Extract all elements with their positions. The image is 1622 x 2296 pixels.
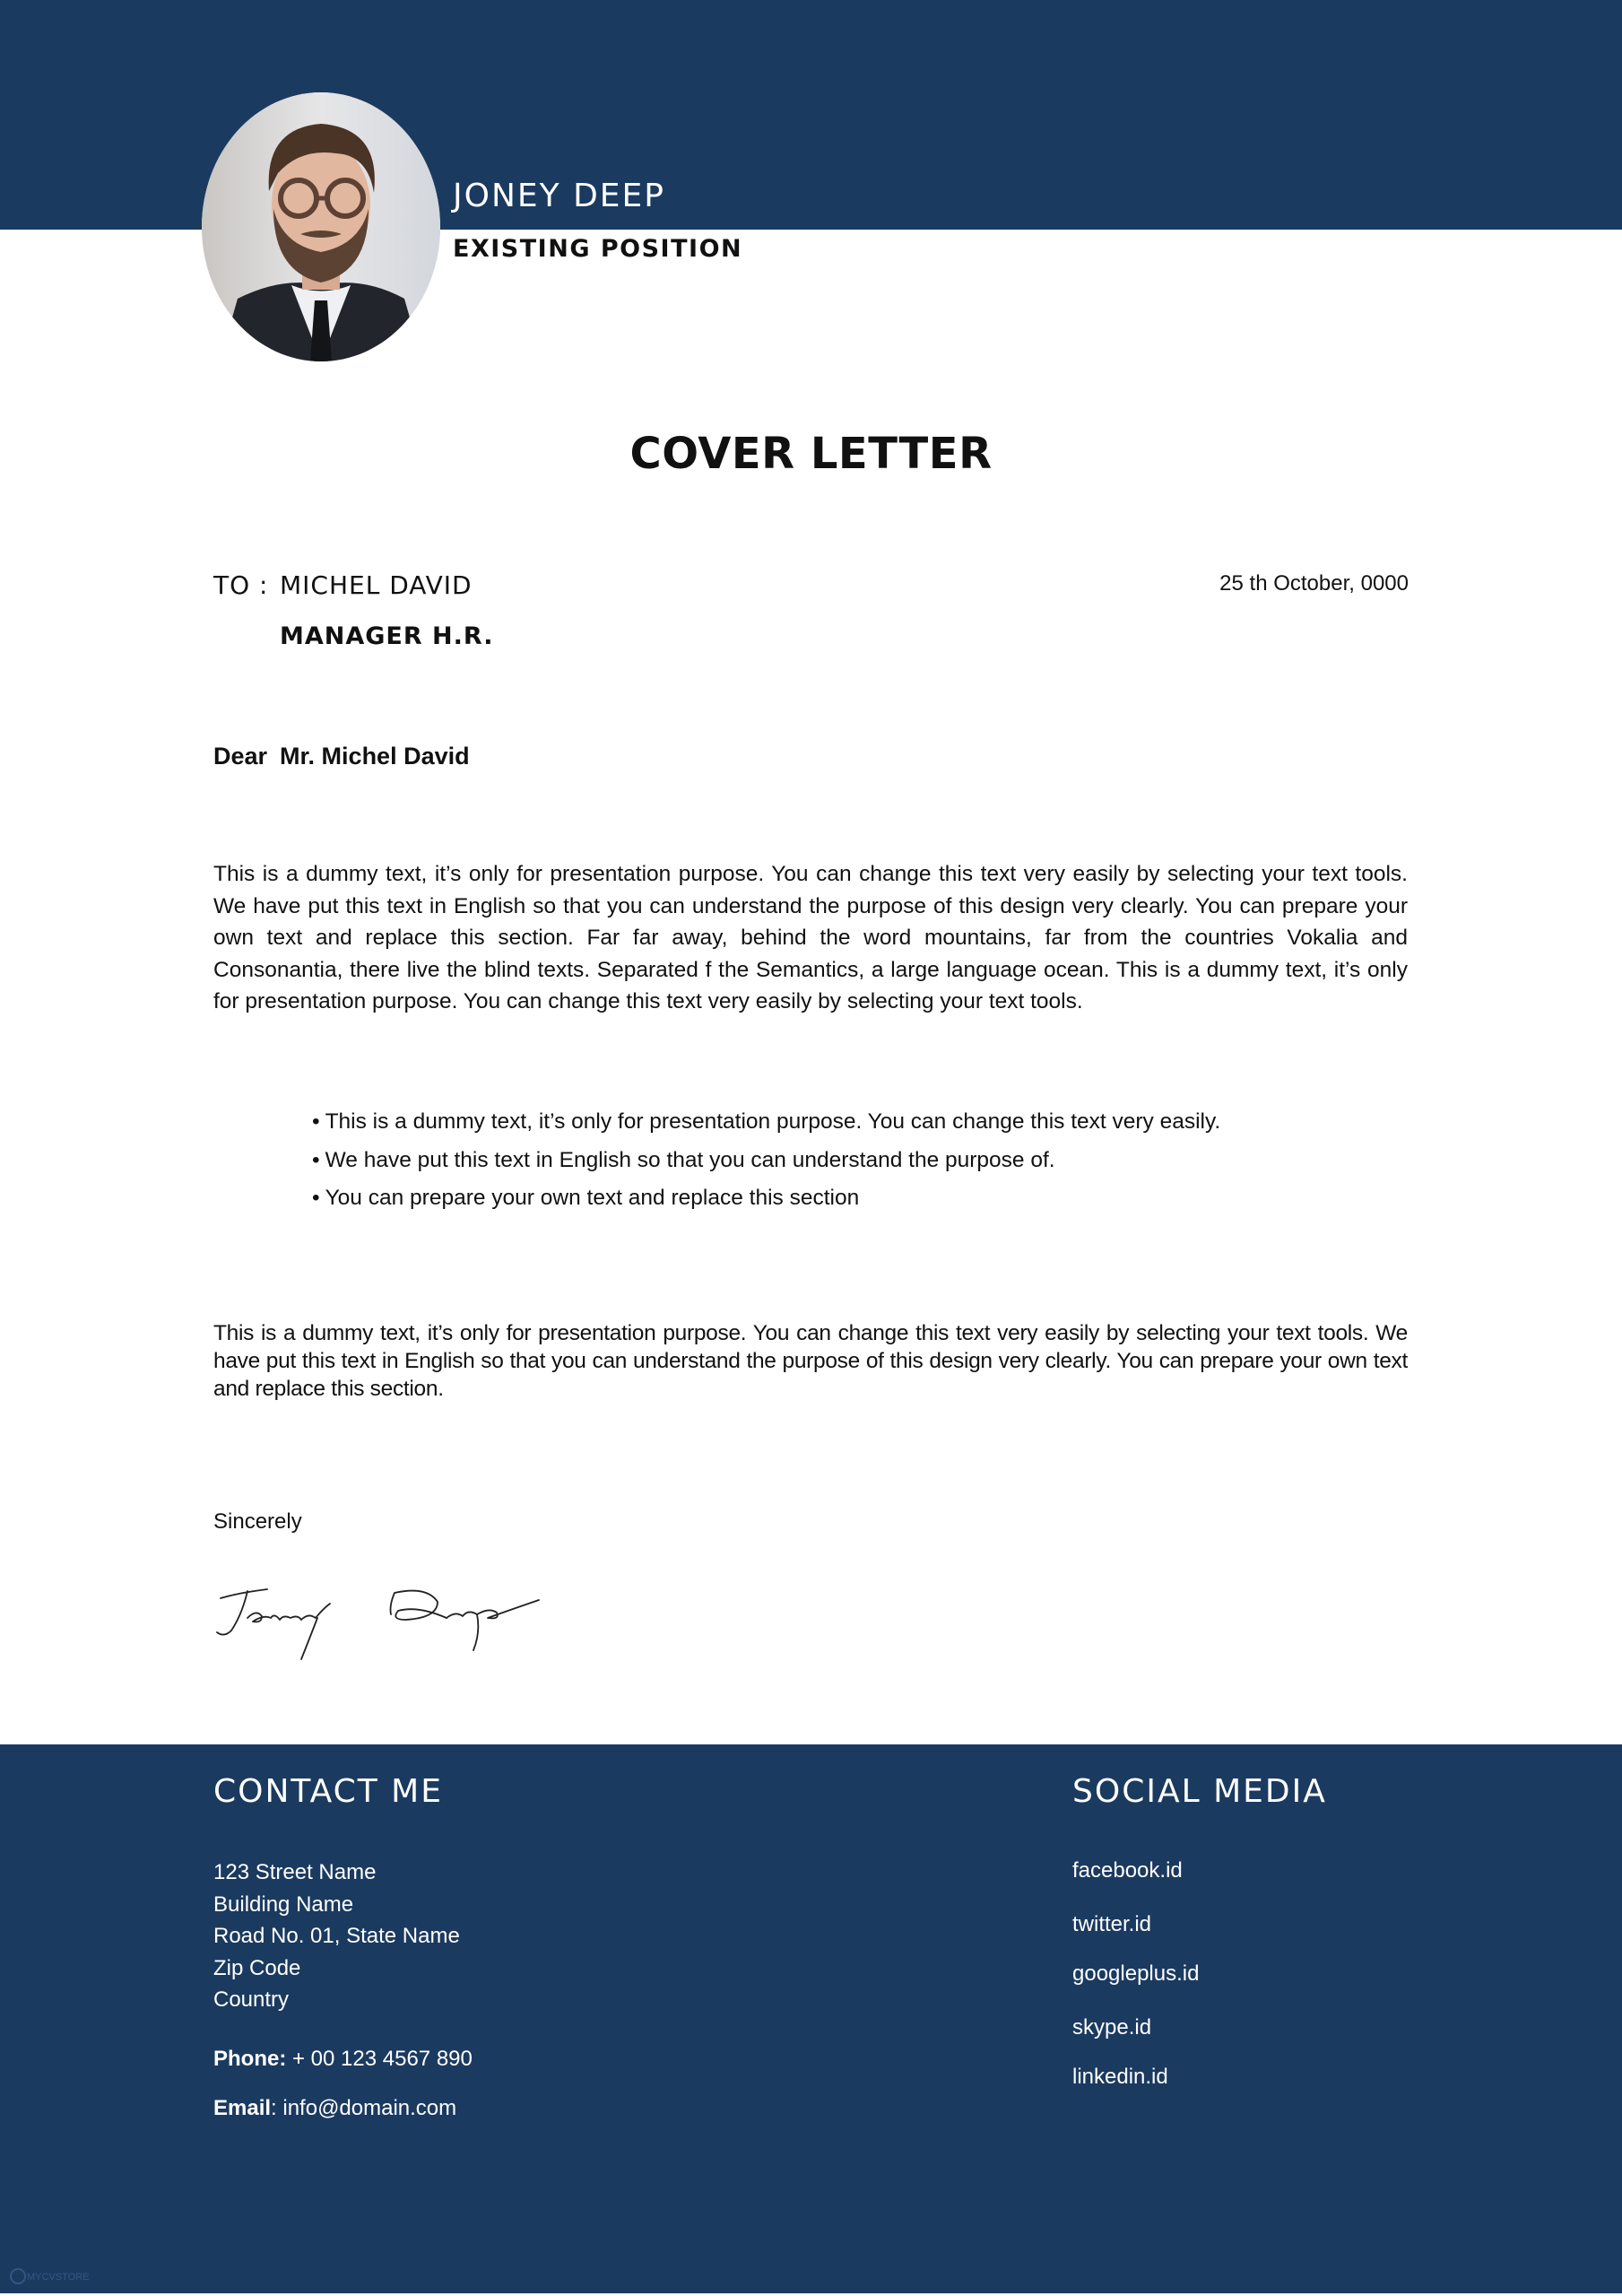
contact-heading: CONTACT ME bbox=[213, 1773, 443, 1810]
bullet-list bbox=[312, 1109, 1298, 1223]
applicant-name: JONEY DEEP bbox=[453, 178, 665, 214]
phone bbox=[213, 2047, 473, 2072]
address-line: Zip Code bbox=[213, 1955, 301, 1980]
footer bbox=[0, 1744, 1622, 2293]
signature-image bbox=[212, 1578, 552, 1668]
applicant-position: EXISTING POSITION bbox=[453, 235, 743, 263]
bullet-item: • You can prepare your own text and replace this section bbox=[312, 1185, 1298, 1223]
salutation bbox=[213, 743, 470, 770]
page-title: COVER LETTER bbox=[629, 429, 993, 479]
recipient-label: TO : bbox=[213, 570, 269, 600]
recipient-role: MANAGER H.R. bbox=[280, 622, 494, 650]
social-heading: SOCIAL MEDIA bbox=[1072, 1773, 1327, 1810]
social-link-twitter[interactable]: twitter.id bbox=[1072, 1912, 1152, 1936]
address-line: 123 Street Name bbox=[213, 1860, 377, 1884]
social-link-skype[interactable]: skype.id bbox=[1072, 2015, 1152, 2039]
person-avatar-icon bbox=[202, 92, 440, 361]
address-line: Road No. 01, State Name bbox=[213, 1924, 460, 1948]
bullet-item: • This is a dummy text, it’s only for presentation purpose. You can change this text very easily. bbox=[312, 1109, 1298, 1147]
profile-photo bbox=[202, 92, 440, 361]
salutation-name: Mr. Michel David bbox=[280, 743, 470, 770]
address-line: Building Name bbox=[213, 1892, 354, 1917]
address-block bbox=[213, 1857, 460, 2016]
email-value[interactable]: : info@domain.com bbox=[271, 2096, 457, 2120]
closing: Sincerely bbox=[213, 1509, 302, 1534]
email-label: Email bbox=[213, 2096, 272, 2120]
body-paragraph-1: This is a dummy text, it’s only for presentation purpose. You can change this text very easily by selecting your text tools. We have put this text in English so that you can understand the purpose of this design very clearly. You can prepare your own text and replace this section. Far far away, behind the word mountains, far from the countries Vokalia and Consonantia, there live the blind texts. Separated f the Semantics, a large language ocean. This is a dummy text, it’s only for presentation purpose. You can change this text very easily by selecting your text tools. bbox=[213, 862, 1408, 1013]
watermark-logo bbox=[9, 2260, 90, 2287]
phone-label: Phone: bbox=[213, 2047, 287, 2071]
recipient-name: MICHEL DAVID bbox=[280, 570, 473, 600]
social-link-linkedin[interactable]: linkedin.id bbox=[1072, 2065, 1168, 2089]
letter-date: 25 th October, 0000 bbox=[1219, 571, 1409, 596]
social-link-facebook[interactable]: facebook.id bbox=[1072, 1858, 1183, 1883]
salutation-prefix: Dear bbox=[213, 743, 268, 770]
email bbox=[213, 2096, 456, 2121]
social-link-googleplus[interactable]: googleplus.id bbox=[1072, 1961, 1200, 1986]
body-paragraph-2: This is a dummy text, it’s only for presentation purpose. You can change this text very easily by selecting your text tools. We have put this text in English so that you can understand the purpose of this design very clearly. You can prepare your own text and replace this section. bbox=[213, 1321, 1408, 1401]
address-line: Country bbox=[213, 1987, 290, 2012]
bullet-item: • We have put this text in English so that you can understand the purpose of. bbox=[312, 1147, 1298, 1186]
phone-value[interactable]: + 00 123 4567 890 bbox=[286, 2047, 473, 2071]
svg-text:MYCVSTORE: MYCVSTORE bbox=[27, 2272, 90, 2283]
